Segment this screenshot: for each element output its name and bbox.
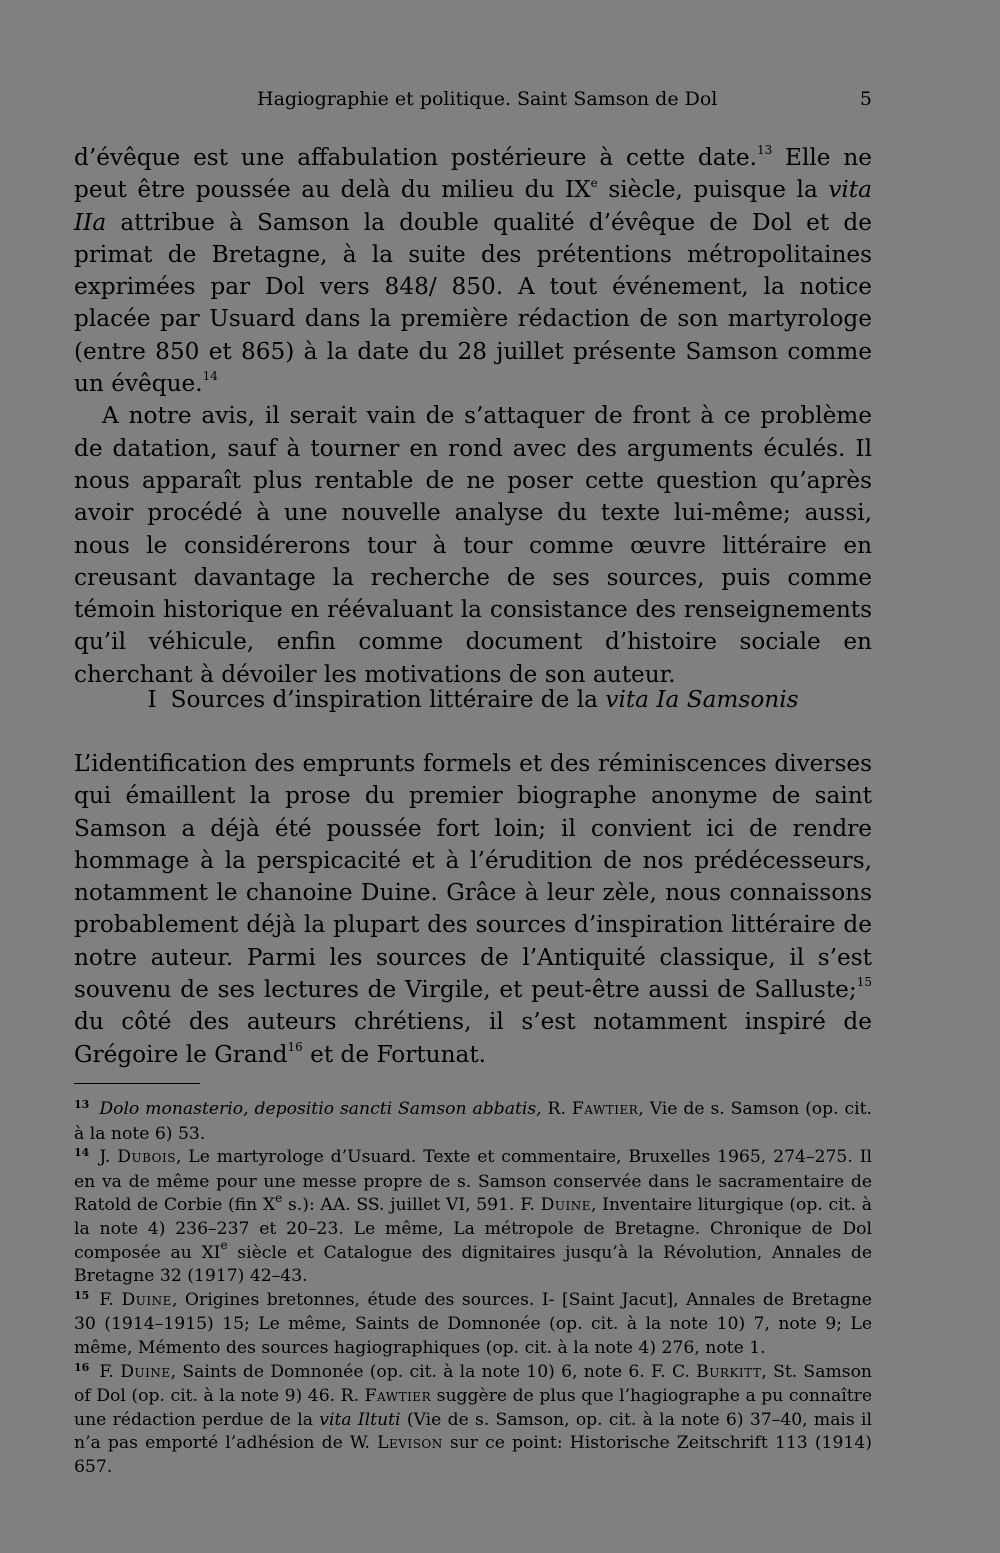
running-head-title: Hagiographie et politique. Saint Samson de Dol [257, 88, 718, 110]
author-name: Levison [377, 1433, 443, 1454]
author-name: Burkitt [696, 1361, 762, 1382]
paragraph-3 [74, 748, 872, 1071]
author-name: Fawtier [571, 1099, 639, 1119]
paragraph-text: du côté des auteurs chrétiens, il s’est notamment inspiré de Grégoire le Grand [74, 1008, 872, 1068]
section-title: Sources d’inspiration littéraire de la [170, 686, 606, 713]
footnote-italic: vita Iltuti [319, 1409, 401, 1430]
footnote-ref-14: 14 [202, 369, 218, 384]
footnote-text: F. [99, 1289, 122, 1310]
book-page [74, 0, 872, 1553]
footnote-text: siècle et Catalogue des dignitaires jusqu’à la Révolution, Annales de Bretagne 32 (1917) 42–43. [74, 1242, 872, 1287]
footnote-text: , Vie de s. Samson (op. cit. à la note 6) 53. [74, 1099, 872, 1144]
paragraph-2: A notre avis, il serait vain de s’attaquer de front à ce problème de datation, sauf à tourner en rond avec des arguments éculés. Il nous apparaît plus rentable de ne poser cette question qu’après avoir procédé à une nouvelle analyse du texte lui-même; aussi, nous le considérerons tour à tour comme œuvre littéraire en creusant davantage la recherche de ses sources, puis comme témoin historique en réévaluant la consistance des renseignements qu’il véhicule, enfin comme document d’histoire sociale en cherchant à dévoiler les motivations de son auteur. [74, 402, 872, 688]
page-number: 5 [859, 88, 872, 110]
footnote-ref-16: 16 [287, 1039, 303, 1054]
footnote-16 [74, 1361, 872, 1480]
footnote-text: , St. Samson of Dol (op. cit. à la note 9) 46. R. [74, 1361, 872, 1407]
footnote-13 [74, 1098, 872, 1146]
italic-title: vita IIa [74, 176, 872, 236]
superscript-e: e [275, 1190, 283, 1205]
paragraph-text: L’identification des emprunts formels et des réminiscences diverses qui émaillent la prose du premier biographe anonyme de saint Samson a déjà été poussée fort loin; il convient ici de rendre hommage à la perspicacité et à l’érudition de nos prédécesseurs, notamment le chanoine Duine. Grâce à leur zèle, nous connaissons probablement déjà la plupart des sources d’inspiration littéraire de notre auteur. Parmi les sources de l’Antiquité classique, il s’est souvenu de ses lectures de Virgile, et peut-être aussi de Salluste; [74, 750, 872, 1004]
paragraph-1 [74, 142, 872, 400]
footnote-text: R. [541, 1099, 572, 1119]
superscript-e: e [220, 1237, 228, 1252]
section-number: I [147, 686, 157, 713]
author-name: Duine [121, 1289, 172, 1310]
footnote-text: J. [99, 1147, 118, 1168]
footnotes [74, 1098, 872, 1480]
paragraph-text: siècle, puisque la [597, 176, 829, 204]
paragraph-text: d’évêque est une affabulation postérieure à cette date. [74, 144, 757, 171]
section-title-italic: vita Ia Samsonis [605, 686, 799, 713]
footnote-text: F. [99, 1361, 121, 1382]
author-name: Duine [540, 1195, 592, 1216]
footnote-14 [74, 1146, 872, 1289]
footnote-ref-13: 13 [756, 143, 773, 158]
body-text-lower [74, 748, 872, 1071]
author-name: Fawtier [364, 1386, 432, 1407]
footnote-15 [74, 1289, 872, 1361]
footnote-italic: Dolo monasterio, depositio sancti Samson abbatis, [99, 1099, 542, 1119]
author-name: Duine [120, 1361, 171, 1382]
superscript-e: e [590, 175, 598, 190]
footnote-ref-15: 15 [856, 975, 872, 990]
running-head [74, 88, 872, 116]
section-heading [74, 686, 872, 713]
footnote-text: s.): AA. SS. juillet VI, 591. F. [282, 1195, 541, 1216]
footnote-number: 16 [74, 1360, 90, 1374]
footnote-text: , Origines bretonnes, étude des sources. I- [Saint Jacut], Annales de Bretagne 30 (1914–1915) 15; Le même, Saints de Domnonée (op. cit. à la note 10) 7, note 9; Le même, Mémento des sources hagiographiques (op. cit. à la note 4) 276, note 1. [74, 1289, 872, 1358]
footnote-number: 14 [74, 1146, 90, 1160]
footnote-text: , Saints de Domnonée (op. cit. à la note 10) 6, note 6. F. C. [170, 1361, 697, 1382]
body-text-upper [74, 142, 872, 691]
footnote-text: , Inventaire liturgique (op. cit. à la note 4) 236–237 et 20–23. Le même, La métropole de Bretagne. Chronique de Dol composée au XI [74, 1195, 872, 1263]
footnote-text: (Vie de s. Samson, op. cit. à la note 6) 37–40, mais il n’a pas emporté l’adhésion de W. [74, 1409, 873, 1454]
footnote-number: 15 [74, 1288, 90, 1302]
paragraph-text: attribue à Samson la double qualité d’évêque de Dol et de primat de Bretagne, à la suite des prétentions métropolitaines exprimées par Dol vers 848/ 850. A tout événement, la notice placée par Usuard dans la première rédaction de son martyrologe (entre 850 et 865) à la date du 28 juillet présente Samson comme un évêque. [74, 208, 872, 398]
author-name: Dubois [117, 1147, 176, 1168]
footnote-rule [74, 1083, 200, 1084]
paragraph-text: Elle ne peut être poussée au delà du milieu du IX [74, 144, 872, 204]
footnote-text: sur ce point: Historische Zeitschrift 113 (1914) 657. [74, 1433, 872, 1477]
footnote-number: 13 [74, 1098, 90, 1111]
paragraph-text: et de Fortunat. [302, 1040, 487, 1068]
footnote-text: , Le martyrologe d’Usuard. Texte et commentaire, Bruxelles 1965, 274–275. Il en va de même pour une messe propre de s. Samson conservée dans le sacramentaire de Ratold de Corbie (fin X [74, 1147, 872, 1216]
footnote-text: suggère de plus que l’hagiographe a pu connaître une rédaction perdue de la [74, 1386, 872, 1430]
